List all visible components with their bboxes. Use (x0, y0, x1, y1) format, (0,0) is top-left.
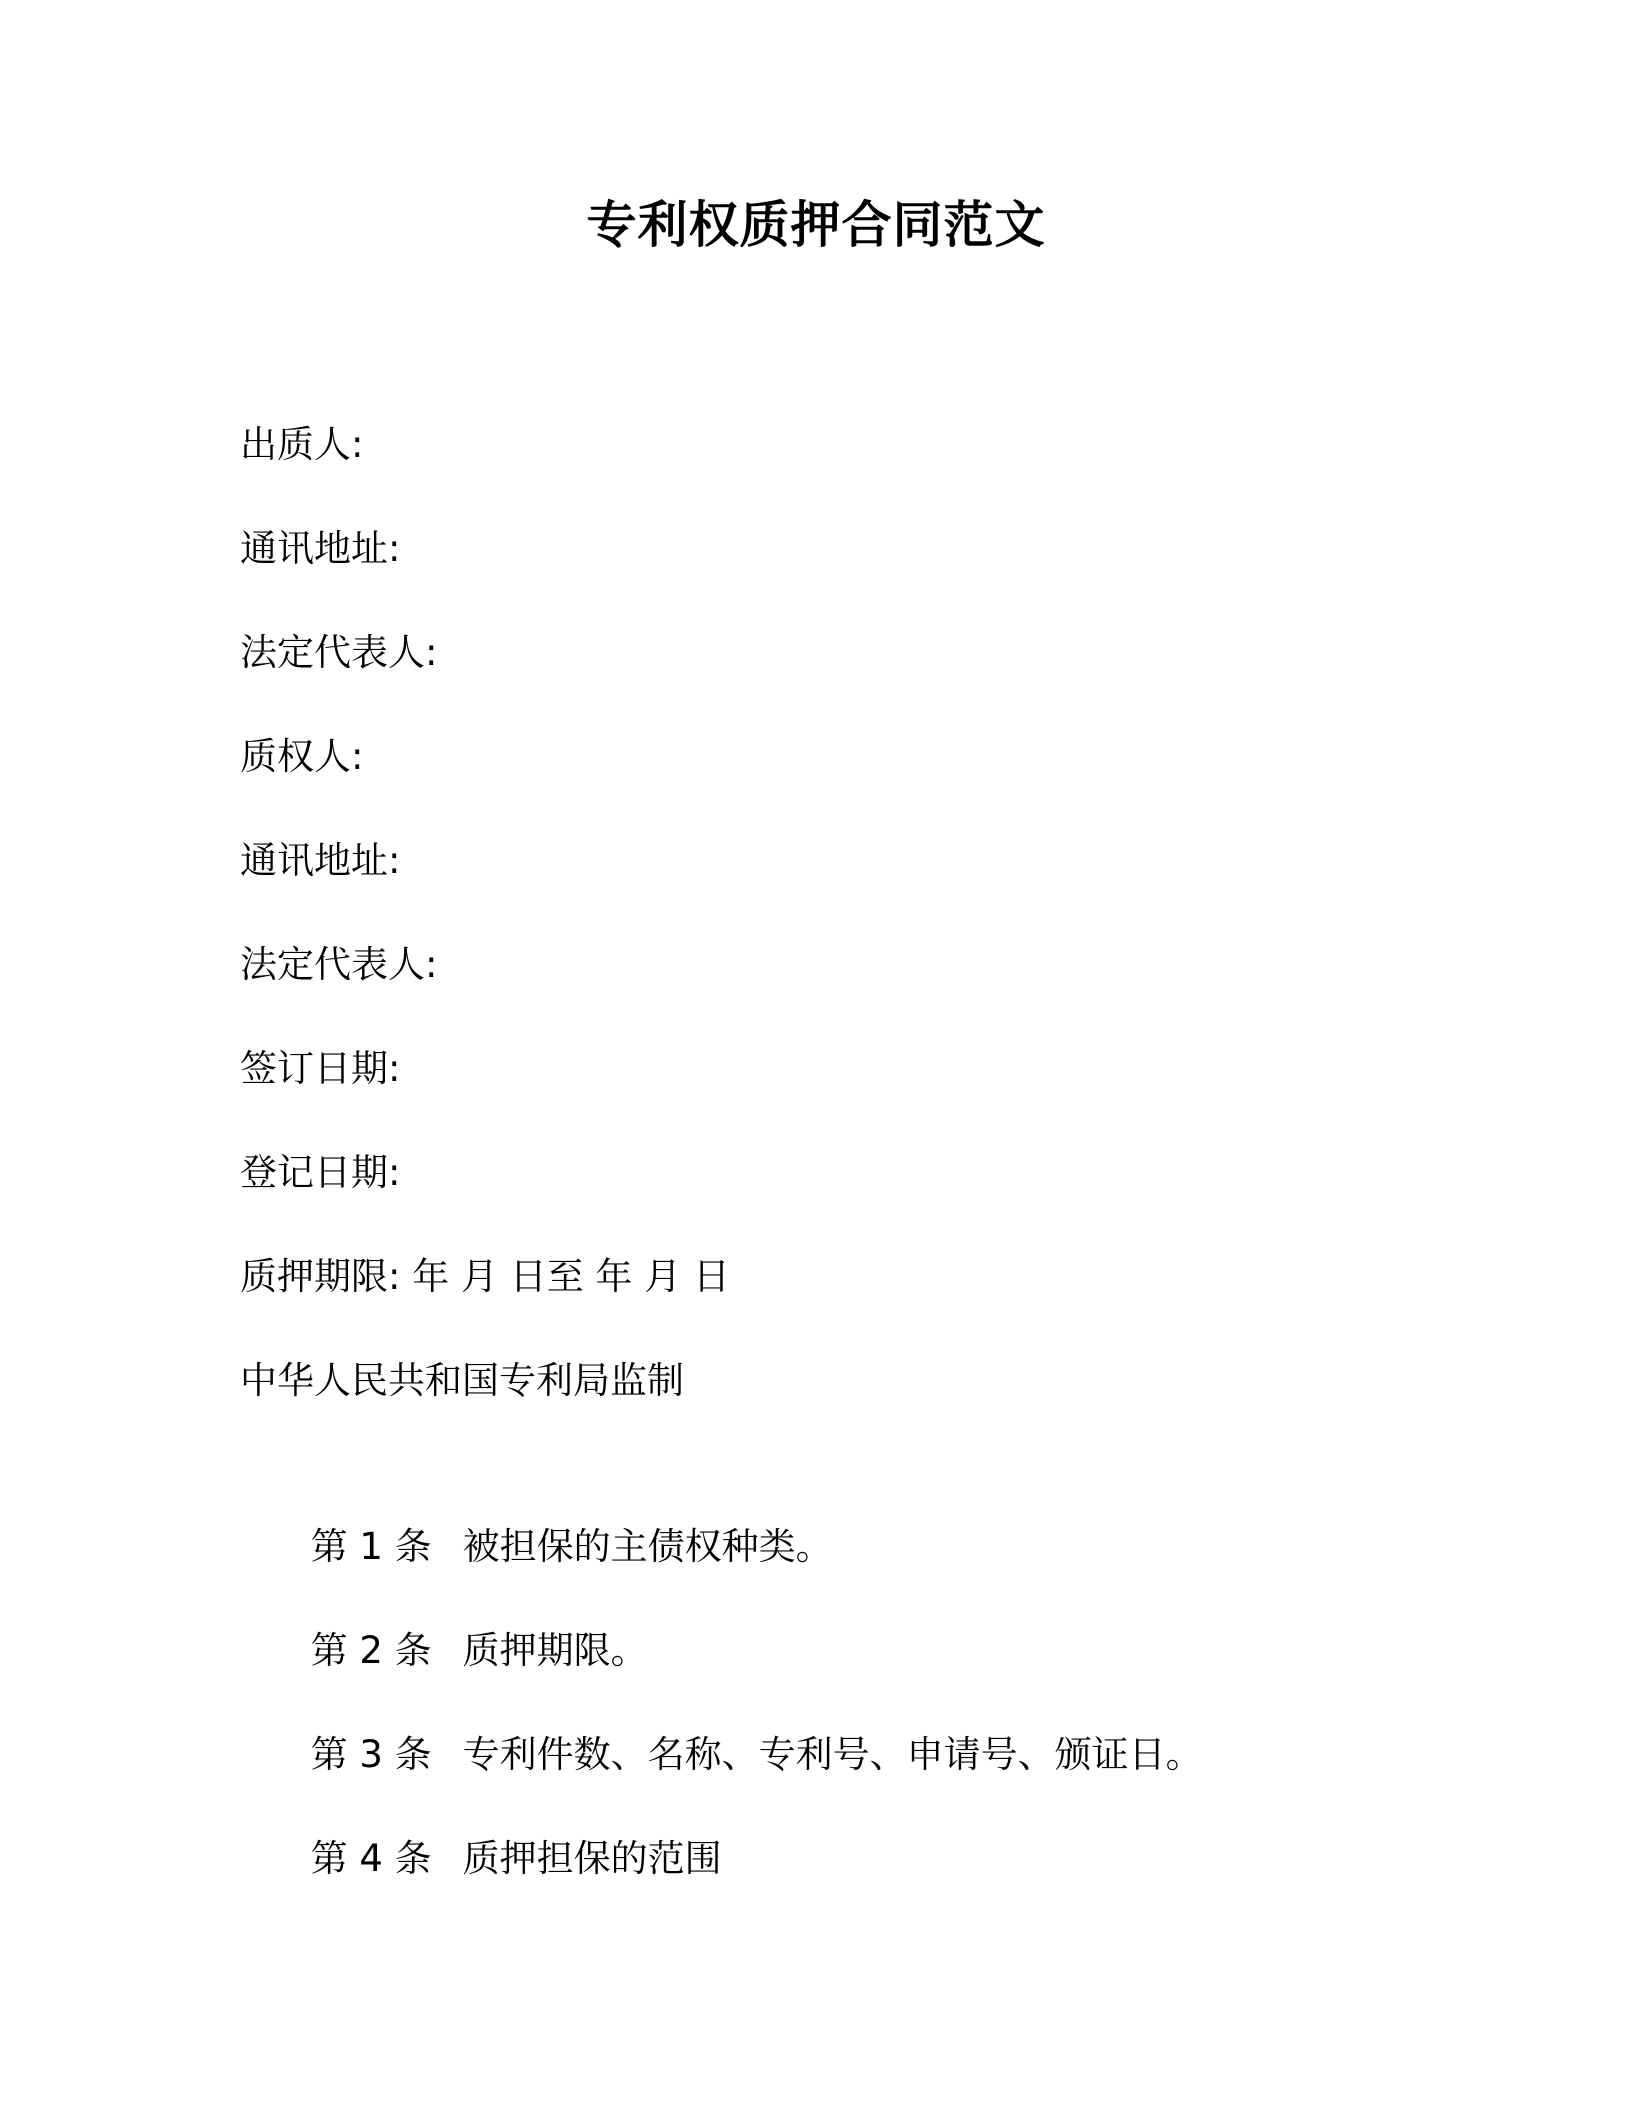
article-number: 第 4 条 (310, 1837, 432, 1880)
article-number: 第 2 条 (310, 1629, 432, 1672)
article-text: 质押期限。 (462, 1629, 648, 1672)
signing-date-field: 签订日期: (240, 1047, 401, 1090)
article-1 (240, 1454, 1440, 1568)
registration-date-field: 登记日期: (240, 1151, 401, 1194)
article-text: 被担保的主债权种类。 (462, 1525, 833, 1568)
pledgor-field: 出质人: (240, 423, 364, 466)
article-text: 专利件数、名称、专利号、申请号、颁证日。 (462, 1733, 1203, 1776)
pledgor-legal-representative-field: 法定代表人: (240, 631, 438, 674)
article-number: 第 1 条 (310, 1525, 432, 1568)
pledgee-legal-representative-field: 法定代表人: (240, 943, 438, 986)
pledge-term-field: 质押期限: 年 月 日至 年 月 日 (240, 1255, 731, 1298)
pledgee-field: 质权人: (240, 735, 364, 778)
document-title: 专利权质押合同范文 (586, 196, 1046, 254)
article-number: 第 3 条 (310, 1733, 432, 1776)
pledgee-address-field: 通讯地址: (240, 839, 401, 882)
pledgor-address-field: 通讯地址: (240, 527, 401, 570)
article-text: 质押担保的范围 (462, 1837, 722, 1880)
supervisor-line: 中华人民共和国专利局监制 (240, 1359, 684, 1402)
document-body (240, 414, 1440, 1880)
